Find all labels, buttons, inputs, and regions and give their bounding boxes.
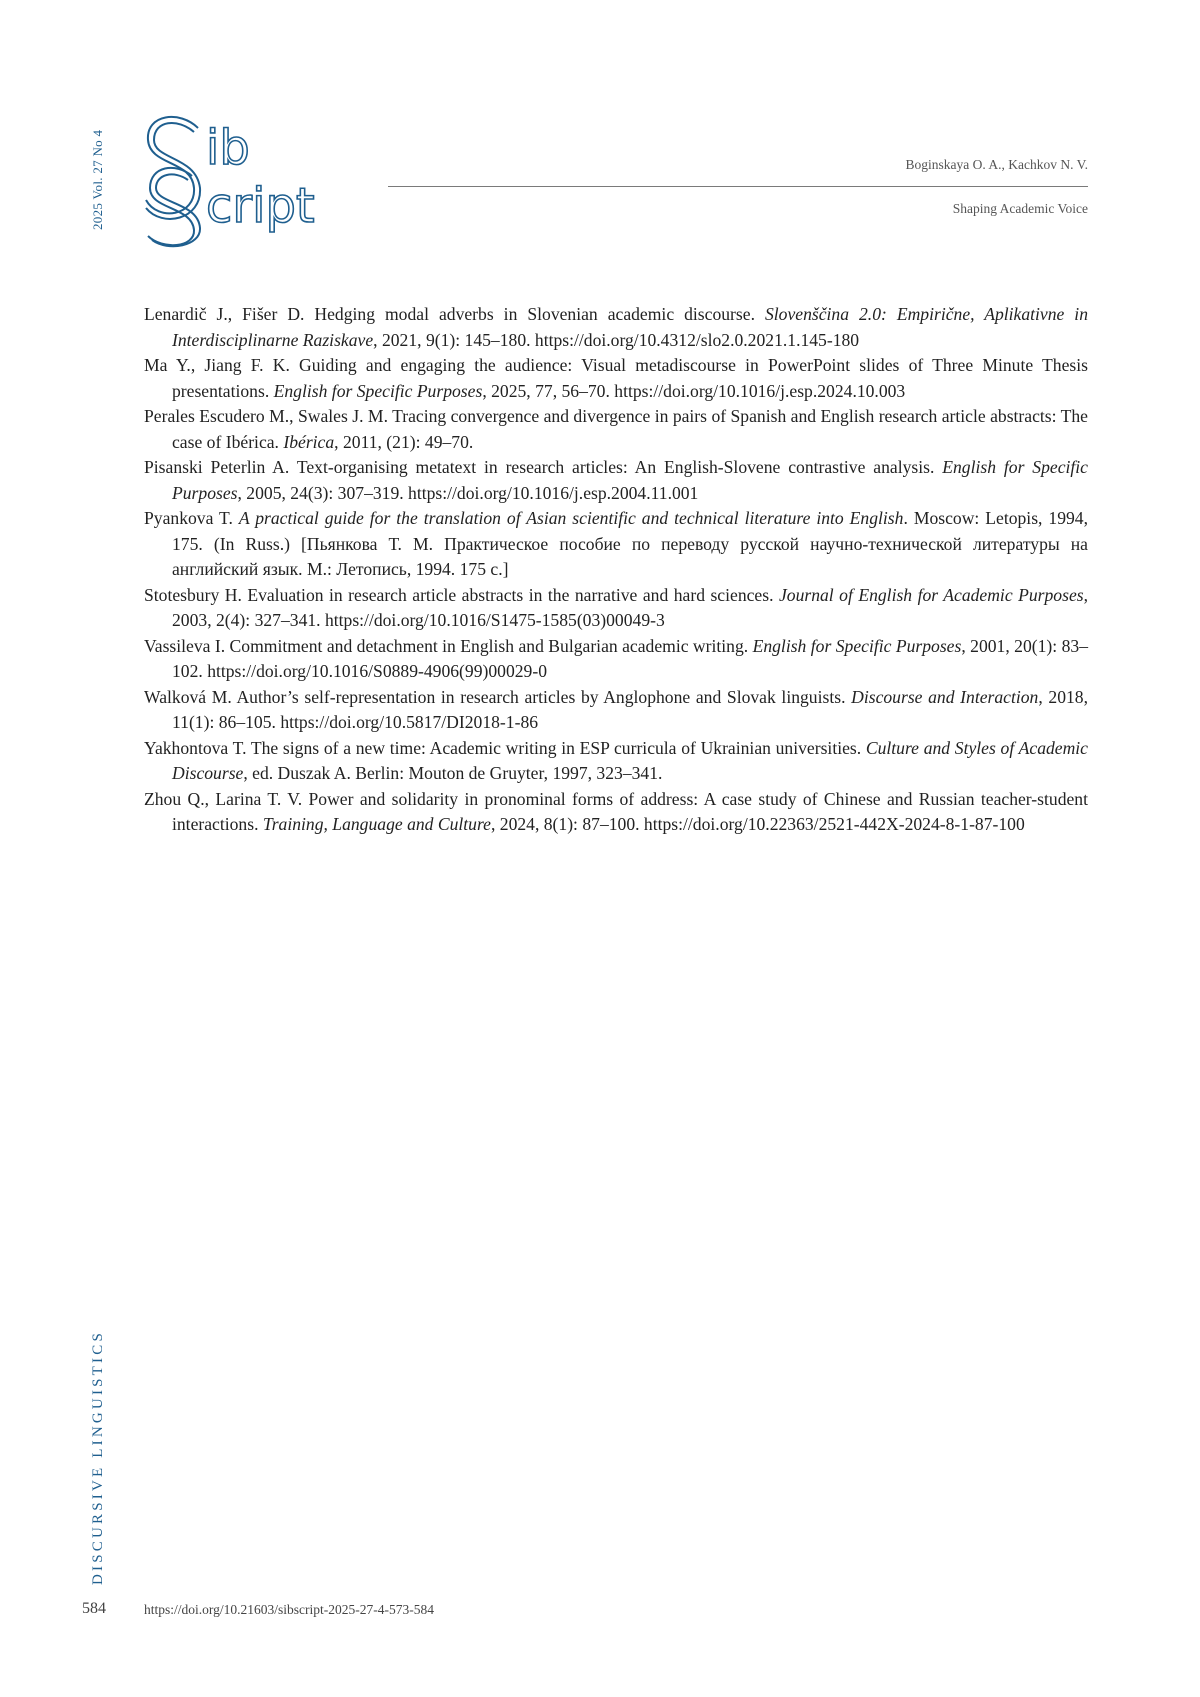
reference-entry: Walková M. Author’s self-representation in research articles by Anglophone and Slovak linguists. Discourse and Interaction, 2018, 11(1): 86–105. https://doi.org/10.5817/DI2018-1-86 (144, 686, 1088, 732)
reference-entry: Vassileva I. Commitment and detachment in English and Bulgarian academic writing. English for Specific Purposes, 2001, 20(1): 83–102. https://doi.org/10.1016/S0889-4906(99)00029-0 (144, 635, 1088, 681)
reference-entry: Zhou Q., Larina T. V. Power and solidarity in pronominal forms of address: A case study of Chinese and Russian teacher-student interactions. Training, Language and Culture, 2024, 8(1): 87–100. https://doi.org/10.22363/2521-442X-2024-8-1-87-100 (144, 788, 1088, 834)
reference-entry: Pyankova T. A practical guide for the translation of Asian scientific and technical literature into English. Moscow: Letopis, 1994, 175. (In Russ.) [Пьянкова Т. М. Практическое пособие по переводу русской научно-технической литературы на английский язык. М.: Летопись, 1994. 175 с.] (144, 508, 1088, 579)
reference-list (144, 302, 1088, 838)
running-header-title: Shaping Academic Voice (952, 201, 1088, 216)
reference-entry: Perales Escudero M., Swales J. M. Tracing convergence and divergence in pairs of Spanish and English research article abstracts: The case of Ibérica. Ibérica, 2011, (21): 49–70. (144, 406, 1088, 452)
volume-issue-label: 2025 Vol. 27 No 4 (90, 129, 105, 230)
footer-doi-link[interactable]: https://doi.org/10.21603/sibscript-2025-27-4-573-584 (144, 1602, 434, 1617)
reference-entry: Stotesbury H. Evaluation in research article abstracts in the narrative and hard sciences. Journal of English for Academic Purposes, 2003, 2(4): 327–341. https://doi.org/10.1016/S1475-1585(03)00049-3 (144, 584, 1089, 630)
page-number: 584 (82, 1600, 106, 1617)
section-label: DISCURSIVE LINGUISTICS (90, 1330, 106, 1585)
logo-text-bottom: cript (206, 178, 315, 234)
logo-text-top: ib (206, 120, 250, 176)
sibscript-logo (140, 108, 370, 248)
reference-entry: Lenardič J., Fišer D. Hedging modal adverbs in Slovenian academic discourse. Slovenščina 2.0: Empirične, Aplikativne in Interdisciplinarne Raziskave, 2021, 9(1): 145–180. https://doi.org/10.4312/slo2.0.2021.1.145-180 (144, 304, 1088, 350)
reference-entry: Yakhontova T. The signs of a new time: Academic writing in ESP curricula of Ukrainian universities. Culture and Styles of Academic Discourse, ed. Duszak A. Berlin: Mouton de Gruyter, 1997, 323–341. (144, 737, 1088, 783)
reference-entry: Pisanski Peterlin A. Text-organising metatext in research articles: An English-Slovene contrastive analysis. English for Specific Purposes, 2005, 24(3): 307–319. https://doi.org/10.1016/j.esp.2004.11.001 (144, 457, 1088, 503)
header-divider (388, 186, 1088, 187)
running-header-authors: Boginskaya O. A., Kachkov N. V. (905, 157, 1088, 172)
reference-entry: Ma Y., Jiang F. K. Guiding and engaging the audience: Visual metadiscourse in PowerPoint slides of Three Minute Thesis presentations. English for Specific Purposes, 2025, 77, 56–70. https://doi.org/10.1016/j.esp.2024.10.003 (144, 355, 1088, 401)
